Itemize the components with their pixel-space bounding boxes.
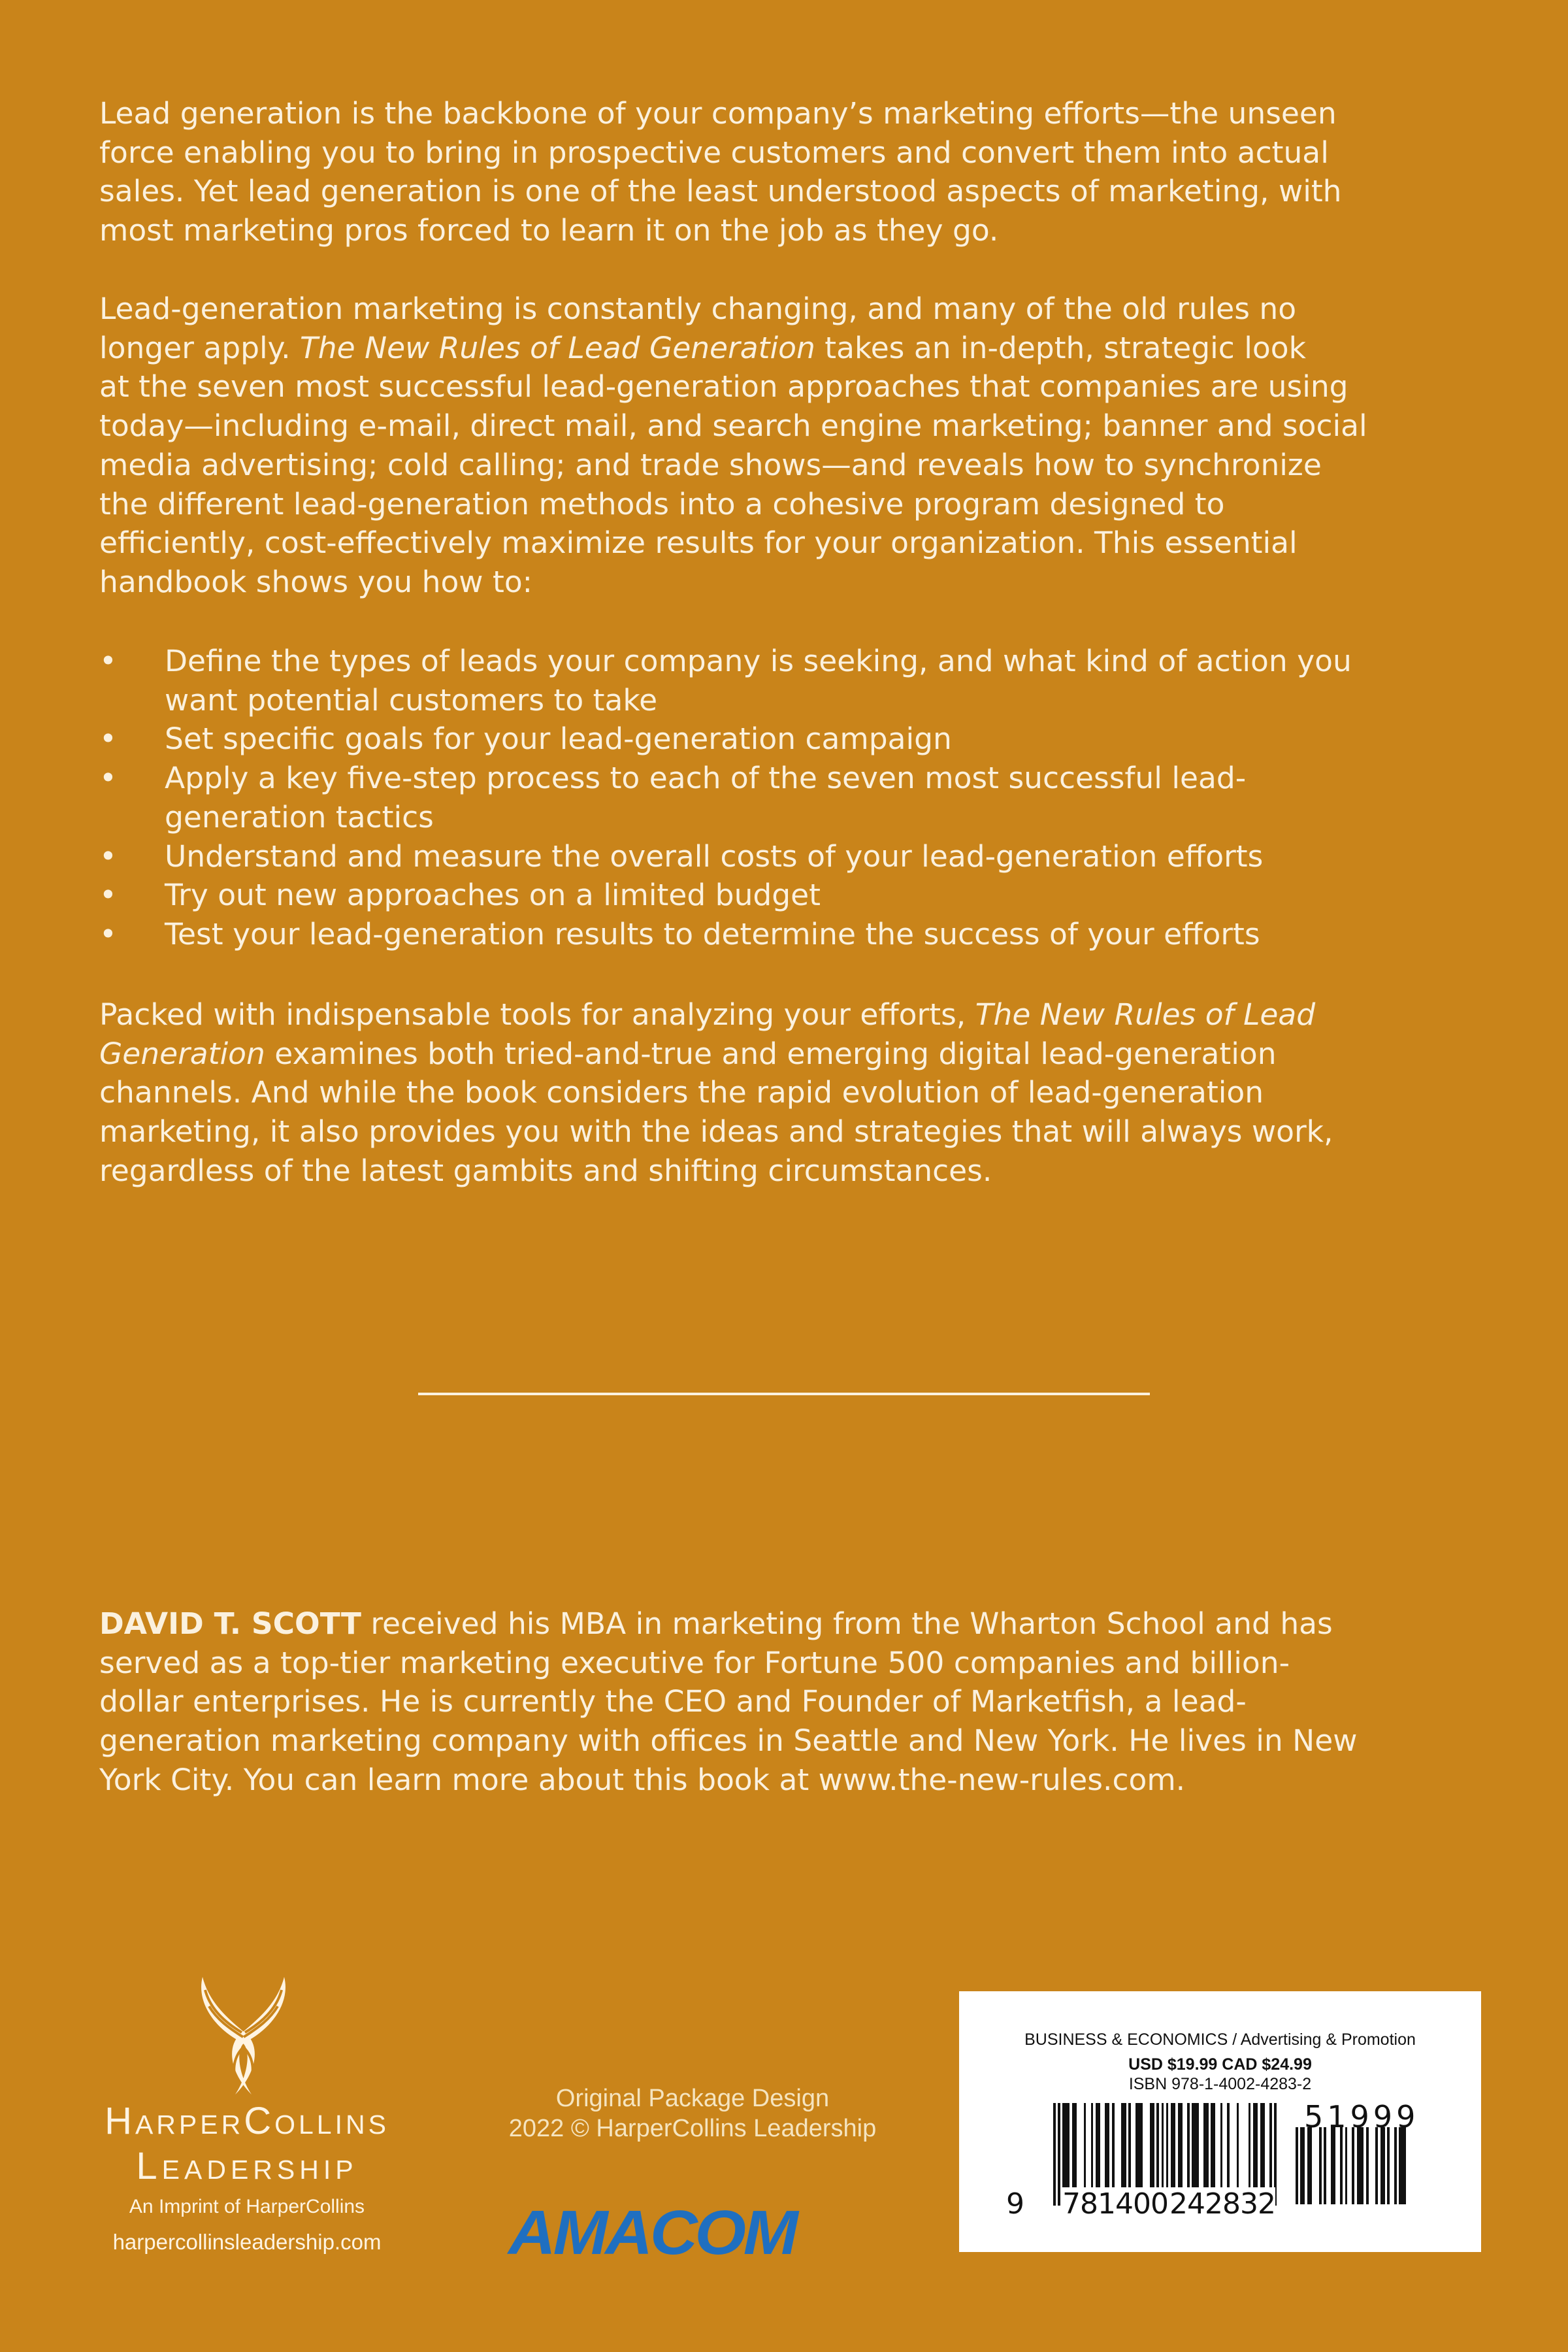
text: dollar enterprises. He is currently the CEO and Founder of Marketfish, a lead- xyxy=(99,1684,1247,1719)
barcode-bar xyxy=(1152,2103,1154,2200)
barcode-bar xyxy=(1068,2103,1070,2200)
bullet-item xyxy=(99,720,1352,759)
barcode-bar xyxy=(1366,2127,1369,2204)
barcode-bar xyxy=(1140,2103,1143,2200)
text: generation marketing company with offices in Seattle and New York. He lives in New xyxy=(99,1723,1358,1759)
barcode-bar xyxy=(1053,2103,1056,2206)
package-credit-line1: Original Package Design xyxy=(555,2085,830,2112)
package-credit-line2: 2022 © HarperCollins Leadership xyxy=(508,2115,877,2142)
author-bio xyxy=(99,1604,1357,1800)
text: today—including e-mail, direct mail, and search engine marketing; banner and social xyxy=(99,408,1367,444)
harpercollins-bird-logo-icon xyxy=(189,1977,297,2095)
author-name: DAVID T. SCOTT xyxy=(99,1606,361,1641)
text-line xyxy=(99,133,1342,173)
ean-first-digit: 9 xyxy=(1006,2187,1024,2221)
text: regardless of the latest gambits and shifting circumstances. xyxy=(99,1153,992,1188)
text-line xyxy=(99,1112,1333,1151)
book-title-italic: The New Rules of Lead Generation xyxy=(300,330,815,365)
text: media advertising; cold calling; and trade shows—and reveals how to synchronize xyxy=(99,447,1322,482)
text: examines both tried-and-true and emerging digital lead-generation xyxy=(265,1036,1277,1071)
barcode-bar xyxy=(1062,2103,1065,2200)
text: marketing, it also provides you with the ideas and strategies that will always work, xyxy=(99,1114,1333,1150)
text-line xyxy=(99,446,1367,485)
barcode-bar xyxy=(1260,2103,1263,2200)
barcode-bar xyxy=(1173,2103,1176,2200)
addon-digits: 51999 xyxy=(1304,2099,1420,2134)
barcode-bar xyxy=(1249,2103,1251,2200)
bullet-item xyxy=(99,876,1352,915)
barcode-bar xyxy=(1096,2103,1098,2200)
bullet-icon: • xyxy=(99,838,117,874)
barcode-bar xyxy=(1074,2103,1077,2200)
text-line xyxy=(165,642,1352,681)
bullet-icon: • xyxy=(99,721,117,757)
barcode-bar xyxy=(1237,2103,1239,2200)
barcode-bar xyxy=(1352,2127,1354,2204)
text: served as a top-tier marketing executive for Fortune 500 companies and billion- xyxy=(99,1645,1290,1680)
text: Apply a key five-step process to each of the seven most successful lead- xyxy=(165,761,1247,796)
description-paragraph-3 xyxy=(99,995,1333,1191)
text: Lead generation is the backbone of your company’s marketing efforts—the unseen xyxy=(99,96,1337,131)
bullet-icon: • xyxy=(99,644,117,678)
barcode-bar xyxy=(1180,2103,1183,2200)
text-line xyxy=(99,1761,1357,1800)
barcode-bar xyxy=(1340,2127,1343,2204)
publisher-sub: Leadership xyxy=(136,2145,358,2187)
bullet-item xyxy=(99,837,1352,876)
text: channels. And while the book considers the rapid evolution of lead-generation xyxy=(99,1075,1264,1110)
publisher-imprint: An Imprint of HarperCollins xyxy=(129,2196,365,2217)
text: sales. Yet lead generation is one of the least understood aspects of marketing, with xyxy=(99,174,1342,209)
barcode-bar xyxy=(1211,2103,1213,2200)
text: want potential customers to take xyxy=(165,682,658,718)
text-line xyxy=(99,1721,1357,1761)
barcode-bar xyxy=(1382,2127,1385,2204)
barcode-bar xyxy=(1303,2127,1305,2204)
barcode-bar xyxy=(1072,2103,1075,2200)
text-line xyxy=(99,563,1367,602)
text: efficiently, cost-effectively maximize results for your organization. This essential xyxy=(99,525,1298,561)
barcode-bar xyxy=(1362,2127,1364,2204)
benefits-bullet-list xyxy=(99,642,1352,954)
barcode-bar xyxy=(1124,2103,1126,2200)
barcode-bar xyxy=(1380,2127,1383,2204)
text-line xyxy=(165,915,1352,954)
barcode-bar xyxy=(1375,2127,1378,2204)
barcode-bar xyxy=(1404,2127,1407,2204)
barcode-bar xyxy=(1203,2103,1206,2200)
barcode-bar xyxy=(1135,2103,1138,2200)
book-title-italic: Generation xyxy=(99,1036,265,1071)
barcode-bar xyxy=(1307,2127,1310,2204)
barcode-bar xyxy=(1091,2103,1094,2200)
text-line xyxy=(165,681,1352,720)
text: handbook shows you how to: xyxy=(99,564,532,599)
barcode-bar xyxy=(1150,2103,1152,2200)
text: at the seven most successful lead-generation approaches that companies are using xyxy=(99,369,1348,405)
text-line xyxy=(165,720,1352,759)
barcode-bar xyxy=(1107,2103,1110,2200)
barcode-bar xyxy=(1171,2103,1173,2200)
text-line xyxy=(99,1035,1333,1074)
text-line xyxy=(165,837,1352,876)
barcode-bar xyxy=(1156,2103,1159,2200)
barcode-bar xyxy=(1138,2103,1141,2200)
barcode-bar xyxy=(1333,2127,1336,2204)
barcode-bar xyxy=(1310,2127,1313,2204)
barcode-bar xyxy=(1105,2103,1107,2200)
description-paragraph-2 xyxy=(99,290,1367,602)
ean-right-digits: 242832 xyxy=(1169,2187,1275,2221)
barcode-bar xyxy=(1253,2103,1256,2200)
text-line xyxy=(99,290,1367,329)
bullet-item xyxy=(99,759,1352,836)
barcode-panel xyxy=(959,1991,1481,2252)
text: Test your lead-generation results to determine the success of your efforts xyxy=(165,916,1260,952)
text: York City. You can learn more about this book at www.the-new-rules.com. xyxy=(99,1762,1186,1797)
text: Packed with indispensable tools for analyzing your efforts, xyxy=(99,997,975,1032)
bullet-icon: • xyxy=(99,916,117,952)
barcode-bar xyxy=(1345,2127,1348,2204)
text: most marketing pros forced to learn it on the job as they go. xyxy=(99,213,999,248)
publisher-url[interactable]: harpercollinsleadership.com xyxy=(112,2230,382,2254)
amacom-logo: AMACOM xyxy=(508,2198,796,2268)
text-line xyxy=(99,172,1342,211)
barcode-bar xyxy=(1319,2127,1322,2204)
text: Define the types of leads your company is seeking, and what kind of action you xyxy=(165,644,1352,678)
text-line xyxy=(99,211,1342,250)
text: received his MBA in marketing from the Wharton School and has xyxy=(361,1606,1333,1641)
text-line xyxy=(99,485,1367,524)
ean-left-digits: 781400 xyxy=(1062,2187,1168,2221)
barcode-bar xyxy=(1112,2103,1115,2200)
text-line xyxy=(165,759,1352,798)
publisher-name: HarperCollins xyxy=(105,2100,389,2142)
text-line xyxy=(99,1151,1333,1191)
divider-rule xyxy=(418,1393,1150,1395)
barcode-bar xyxy=(1065,2103,1068,2200)
barcode-bar xyxy=(1324,2127,1326,2204)
isbn: ISBN 978-1-4002-4283-2 xyxy=(1128,2075,1312,2093)
book-title-italic: The New Rules of Lead xyxy=(975,997,1316,1032)
barcode-bar xyxy=(1178,2103,1181,2200)
bullet-icon: • xyxy=(99,878,117,913)
price: USD $19.99 CAD $24.99 xyxy=(1128,2055,1312,2074)
barcode-bar xyxy=(1399,2127,1401,2204)
text: Set specific goals for your lead-generation campaign xyxy=(165,721,952,757)
barcode-bar xyxy=(1187,2103,1190,2200)
text-line xyxy=(99,1073,1333,1112)
text: Lead-generation marketing is constantly changing, and many of the old rules no xyxy=(99,291,1297,326)
barcode-bar xyxy=(1256,2103,1258,2200)
barcode-bar xyxy=(1401,2127,1404,2204)
text-line xyxy=(165,798,1352,837)
description-paragraph-1 xyxy=(99,94,1342,250)
text: Try out new approaches on a limited budget xyxy=(165,878,821,913)
text-line xyxy=(99,406,1367,446)
bullet-item xyxy=(99,642,1352,720)
barcode-bar xyxy=(1128,2103,1131,2200)
bisac-category: BUSINESS & ECONOMICS / Advertising & Promotion xyxy=(1024,2030,1416,2049)
barcode-bar xyxy=(1331,2127,1333,2204)
barcode-bar xyxy=(1084,2103,1086,2200)
barcode-bar xyxy=(1213,2103,1216,2200)
barcode-bar xyxy=(1262,2103,1265,2200)
text: the different lead-generation methods into a cohesive program designed to xyxy=(99,486,1225,522)
text-line xyxy=(99,94,1342,133)
text-line xyxy=(99,1644,1357,1683)
text: Understand and measure the overall costs of your lead-generation efforts xyxy=(165,838,1264,874)
text-line xyxy=(99,523,1367,563)
barcode-bar xyxy=(1227,2103,1230,2200)
text: longer apply. xyxy=(99,330,301,365)
barcode-bar xyxy=(1387,2127,1390,2204)
barcode-bar xyxy=(1194,2103,1197,2200)
barcode-bar xyxy=(1296,2127,1298,2204)
barcode-bar xyxy=(1357,2127,1360,2204)
barcode-bar xyxy=(1300,2127,1303,2204)
text-line xyxy=(165,876,1352,915)
text-line xyxy=(99,367,1367,406)
text-line xyxy=(99,329,1367,368)
text-line xyxy=(99,1682,1357,1721)
bullet-icon: • xyxy=(99,761,117,796)
text-line xyxy=(99,1604,1357,1644)
barcode-bar xyxy=(1206,2103,1209,2200)
barcode-bar xyxy=(1098,2103,1100,2200)
barcode-bar xyxy=(1058,2103,1060,2206)
barcode-bar xyxy=(1359,2127,1362,2204)
text: takes an in-depth, strategic look xyxy=(815,330,1306,365)
barcode-bar xyxy=(1197,2103,1200,2200)
barcode-bar xyxy=(1394,2127,1397,2204)
text-line xyxy=(99,995,1333,1035)
text: force enabling you to bring in prospective customers and convert them into actual xyxy=(99,135,1329,170)
barcode-bar xyxy=(1220,2103,1223,2200)
barcode-bar xyxy=(1121,2103,1124,2200)
bullet-item xyxy=(99,915,1352,954)
barcode-bar xyxy=(1192,2103,1194,2200)
text: generation tactics xyxy=(165,799,434,835)
